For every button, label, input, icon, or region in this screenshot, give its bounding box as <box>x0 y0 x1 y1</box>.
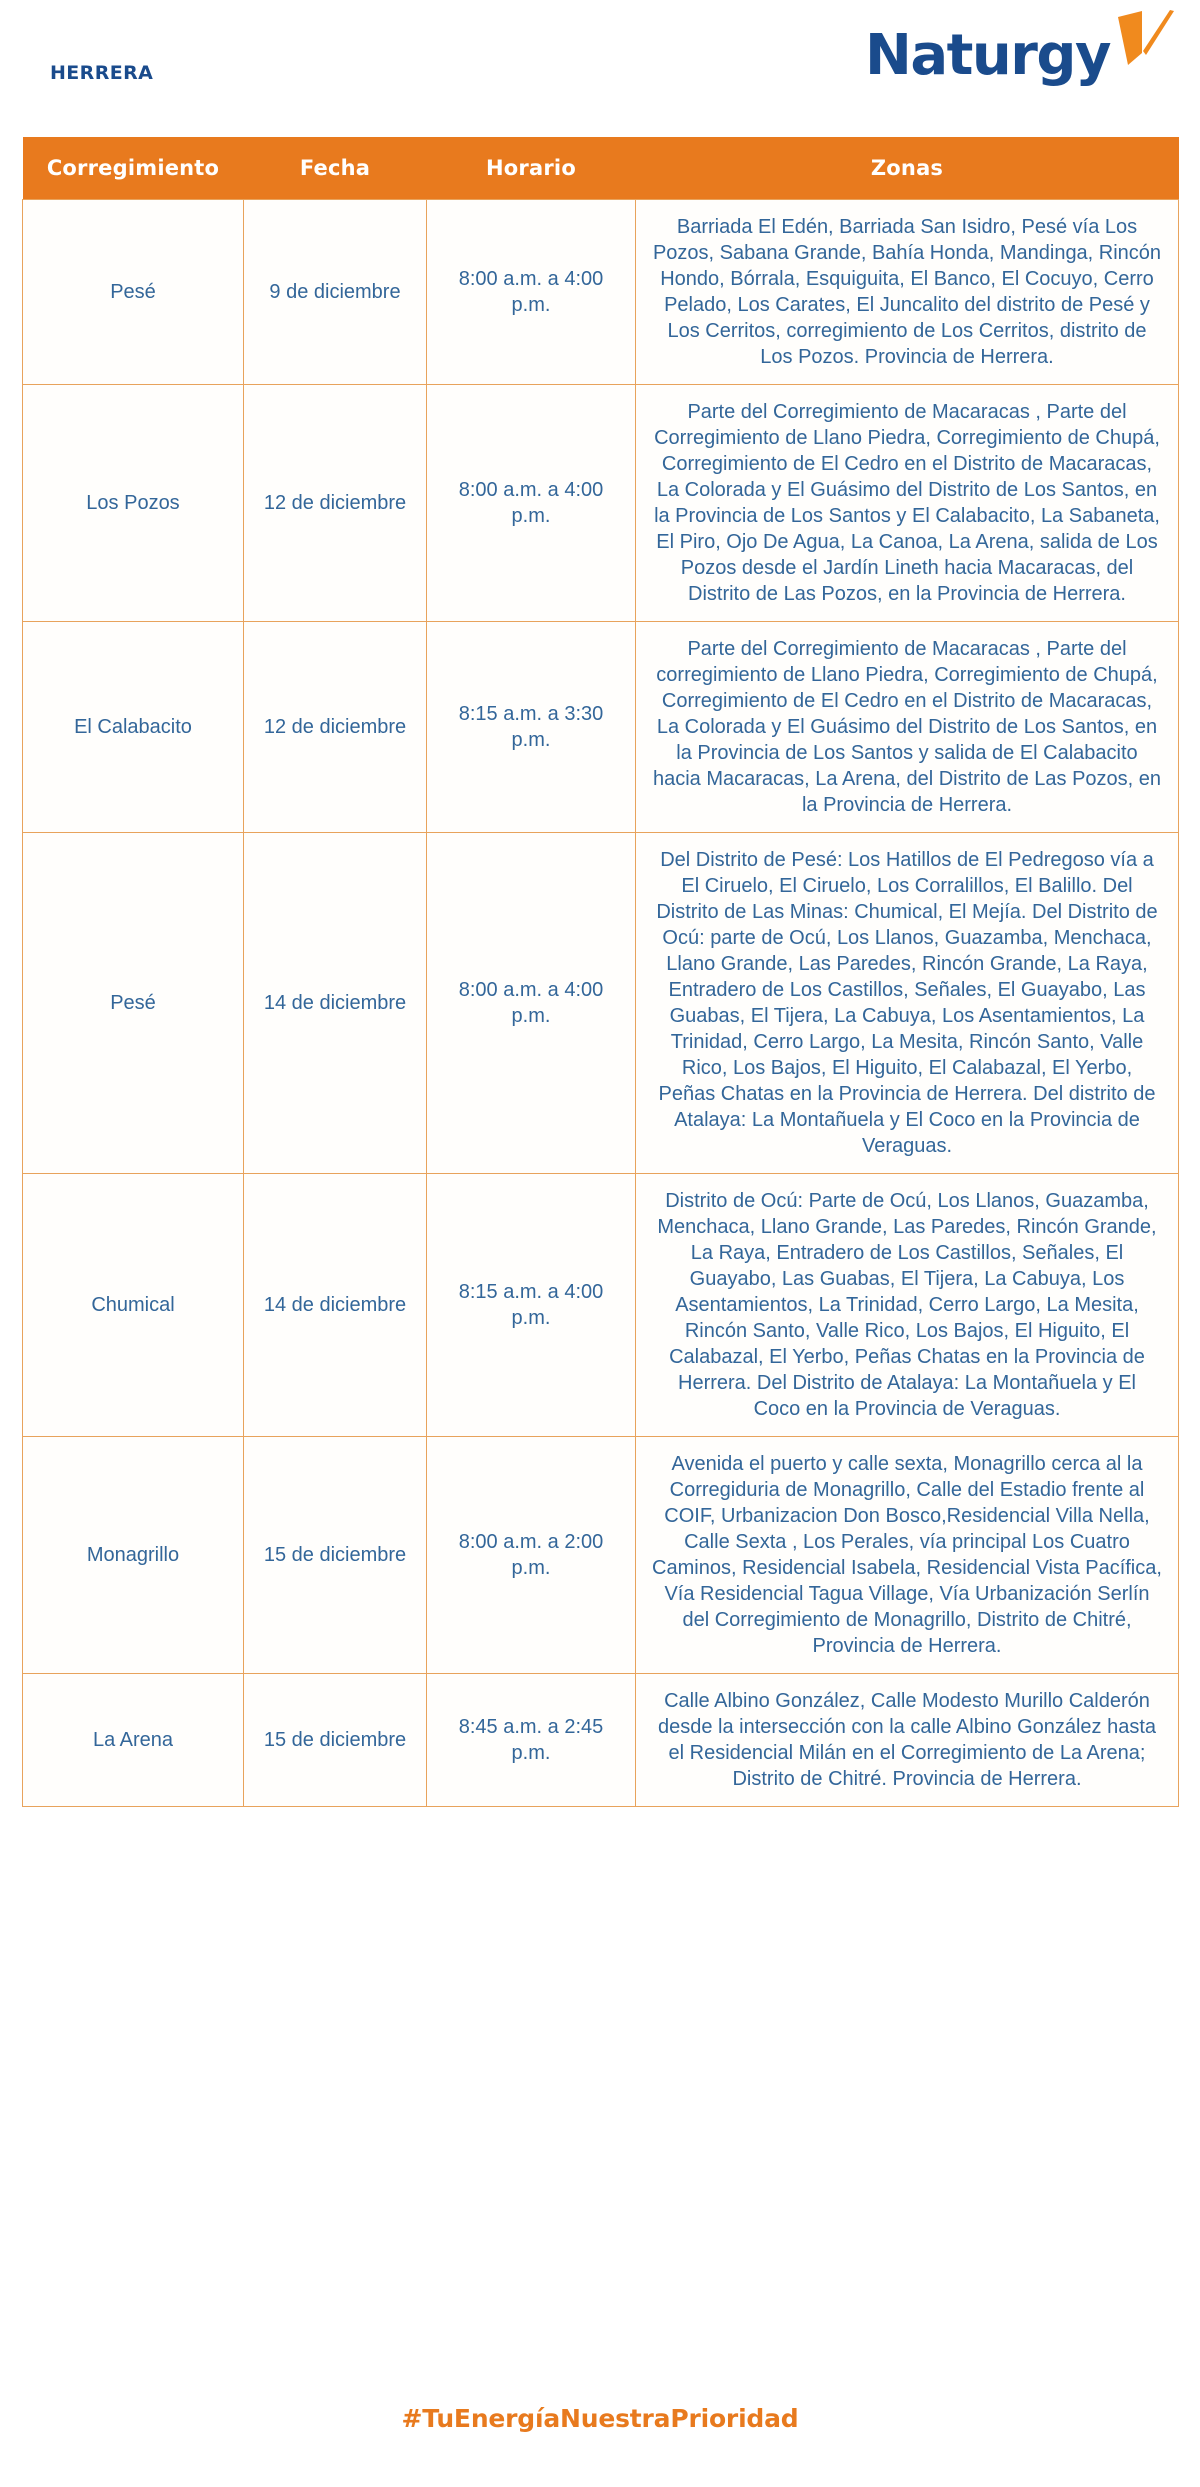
table-row <box>23 1174 1179 1437</box>
cell-corregimiento: Pesé <box>23 833 244 1174</box>
table-head <box>23 137 1179 200</box>
cell-zonas: Parte del Corregimiento de Macaracas , Parte del Corregimiento de Llano Piedra, Corregimiento de Chupá, Corregimiento de El Cedro en el Distrito de Macaracas, La Colorada y El Guásimo del Distrito de Los Santos, en la Provincia de Los Santos y El Calabacito, La Sabaneta, El Piro, Ojo De Agua, La Canoa, La Arena, salida de Los Pozos desde el Jardín Lineth hacia Macaracas, del Distrito de Las Pozos, en la Provincia de Herrera. <box>636 385 1179 622</box>
cell-fecha: 12 de diciembre <box>244 622 427 833</box>
cell-zonas: Del Distrito de Pesé: Los Hatillos de El Pedregoso vía a El Ciruelo, El Ciruelo, Los Corralillos, El Balillo. Del Distrito de Las Minas: Chumical, El Mejía. Del Distrito de Ocú: parte de Ocú, Los Llanos, Guazamba, Menchaca, Llano Grande, Las Paredes, Rincón Grande, La Raya, Entradero de Los Castillos, Señales, El Guayabo, Las Guabas, El Tijera, La Cabuya, Los Asentamientos, La Trinidad, Cerro Largo, La Mesita, Rincón Santo, Valle Rico, Los Bajos, El Higuito, El Calabazal, El Yerbo, Peñas Chatas en la Provincia de Herrera. Del distrito de Atalaya: La Montañuela y El Coco en la Provincia de Veraguas. <box>636 833 1179 1174</box>
cell-horario: 8:00 a.m. a 4:00 p.m. <box>427 833 636 1174</box>
cell-fecha: 15 de diciembre <box>244 1437 427 1674</box>
page-footer <box>0 2404 1200 2433</box>
cell-zonas: Calle Albino González, Calle Modesto Murillo Calderón desde la intersección con la calle Albino González hasta el Residencial Milán en el Corregimiento de La Arena; Distrito de Chitré. Provincia de Herrera. <box>636 1674 1179 1807</box>
cell-zonas: Distrito de Ocú: Parte de Ocú, Los Llanos, Guazamba, Menchaca, Llano Grande, Las Paredes, Rincón Grande, La Raya, Entradero de Los Castillos, Señales, El Guayabo, Las Guabas, El Tijera, La Cabuya, Los Asentamientos, La Trinidad, Cerro Largo, La Mesita, Rincón Santo, Valle Rico, Los Bajos, El Higuito, El Calabazal, El Yerbo, Peñas Chatas en la Provincia de Herrera. Del Distrito de Atalaya: La Montañuela y El Coco en la Provincia de Veraguas. <box>636 1174 1179 1437</box>
table-row <box>23 200 1179 385</box>
table-row <box>23 1674 1179 1807</box>
campaign-hashtag: #TuEnergíaNuestraPrioridad <box>401 2404 799 2433</box>
cell-fecha: 14 de diciembre <box>244 833 427 1174</box>
cell-corregimiento: Pesé <box>23 200 244 385</box>
column-header-fecha: Fecha <box>244 137 427 200</box>
naturgy-wordmark: Naturgy <box>865 23 1110 88</box>
cell-horario: 8:15 a.m. a 4:00 p.m. <box>427 1174 636 1437</box>
cell-horario: 8:45 a.m. a 2:45 p.m. <box>427 1674 636 1807</box>
table-row <box>23 622 1179 833</box>
region-title: HERRERA <box>50 62 154 84</box>
cell-zonas: Avenida el puerto y calle sexta, Monagrillo cerca al la Corregiduria de Monagrillo, Calle del Estadio frente al COIF, Urbanizacion Don Bosco,Residencial Villa Nella, Calle Sexta , Los Perales, vía principal Los Cuatro Caminos, Residencial Isabela, Residencial Vista Pacífica, Vía Residencial Tagua Village, Vía Urbanización Serlín del Corregimiento de Monagrillo, Distrito de Chitré, Provincia de Herrera. <box>636 1437 1179 1674</box>
cell-fecha: 15 de diciembre <box>244 1674 427 1807</box>
cell-corregimiento: Chumical <box>23 1174 244 1437</box>
table-body <box>23 200 1179 1807</box>
table-row <box>23 385 1179 622</box>
schedule-table <box>22 137 1179 1807</box>
cell-corregimiento: Monagrillo <box>23 1437 244 1674</box>
table-row <box>23 833 1179 1174</box>
cell-fecha: 12 de diciembre <box>244 385 427 622</box>
naturgy-logo <box>865 24 1176 88</box>
cell-horario: 8:00 a.m. a 4:00 p.m. <box>427 200 636 385</box>
cell-corregimiento: Los Pozos <box>23 385 244 622</box>
cell-fecha: 9 de diciembre <box>244 200 427 385</box>
cell-fecha: 14 de diciembre <box>244 1174 427 1437</box>
page-header <box>0 0 1200 130</box>
naturgy-flame-icon <box>1112 9 1176 76</box>
cell-corregimiento: El Calabacito <box>23 622 244 833</box>
table-row <box>23 1437 1179 1674</box>
cell-zonas: Barriada El Edén, Barriada San Isidro, Pesé vía Los Pozos, Sabana Grande, Bahía Honda, Mandinga, Rincón Hondo, Bórrala, Esquiguita, El Banco, El Cocuyo, Cerro Pelado, Los Carates, El Juncalito del distrito de Pesé y Los Cerritos, corregimiento de Los Cerritos, distrito de Los Pozos. Provincia de Herrera. <box>636 200 1179 385</box>
column-header-horario: Horario <box>427 137 636 200</box>
table-header-row <box>23 137 1179 200</box>
column-header-zonas: Zonas <box>636 137 1179 200</box>
column-header-corregimiento: Corregimiento <box>23 137 244 200</box>
cell-horario: 8:00 a.m. a 4:00 p.m. <box>427 385 636 622</box>
cell-zonas: Parte del Corregimiento de Macaracas , Parte del corregimiento de Llano Piedra, Corregimiento de Chupá, Corregimiento de El Cedro en el Distrito de Macaracas, La Colorada y El Guásimo del Distrito de Los Santos, en la Provincia de Los Santos y salida de El Calabacito hacia Macaracas, La Arena, del Distrito de Las Pozos, en la Provincia de Herrera. <box>636 622 1179 833</box>
cell-horario: 8:00 a.m. a 2:00 p.m. <box>427 1437 636 1674</box>
schedule-table-wrapper <box>22 137 1178 1807</box>
cell-horario: 8:15 a.m. a 3:30 p.m. <box>427 622 636 833</box>
cell-corregimiento: La Arena <box>23 1674 244 1807</box>
